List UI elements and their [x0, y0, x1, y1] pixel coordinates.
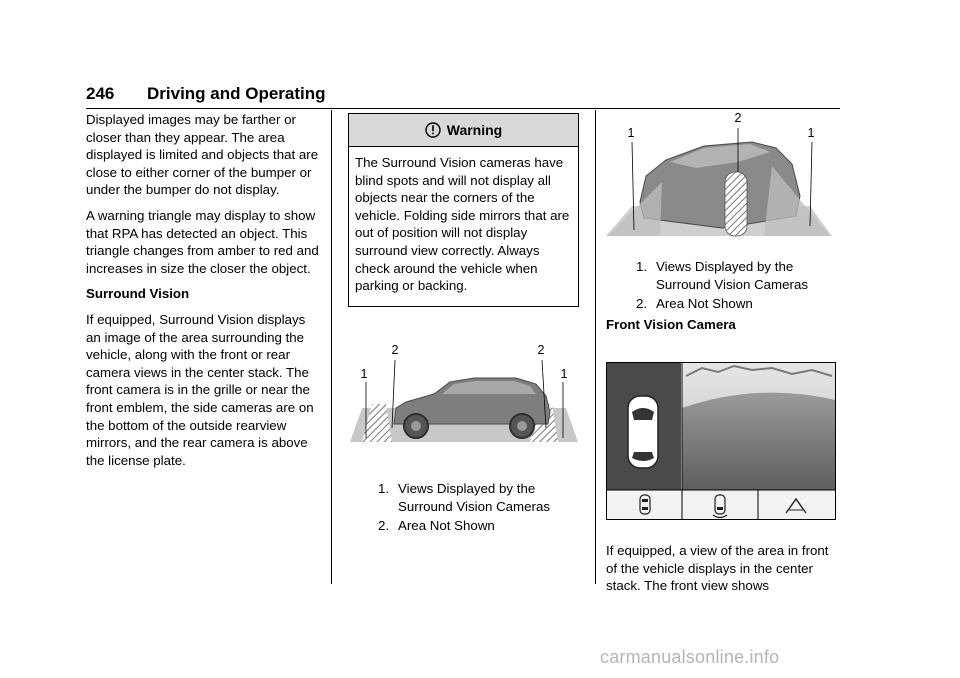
watermark: carmanualsonline.info [600, 647, 780, 667]
section-title: Driving and Operating [147, 84, 326, 103]
paragraph-surround-vision: If equipped, Surround Vision displays an image of the area surrounding the vehicle, along with the front or rear camera views in the center stack. The front camera is in the grille or near the front emblem, the side cameras are on the bottom of the outside rearview mirrors, and the rear camera is above the license plate. [86, 311, 314, 468]
warning-body: The Surround Vision cameras have blind spots and will not display all objects near the corners of the vehicle. Folding side mirrors that are out of position will not display surround view correctly. Always check around the vehicle when parking or backing. [355, 155, 570, 294]
caption-item-1: 1. Views Displayed by the [636, 259, 794, 274]
callout-2-right: 2 [537, 343, 545, 357]
column-one [86, 111, 322, 477]
callout-1-right: 1 [807, 126, 815, 140]
hatched-cylinder-front [725, 172, 747, 236]
warning-icon [425, 122, 441, 138]
callout-1-left: 1 [627, 126, 635, 140]
figure-front-camera-display [606, 362, 836, 520]
callout-2-left: 2 [391, 343, 399, 357]
camera-ground [682, 393, 835, 490]
page-header [86, 82, 840, 109]
paragraph-warning-triangle: A warning triangle may display to show that RPA has detected an object. This triangle changes from amber to red and increases in size the closer the object. [86, 207, 319, 276]
subheading-front-vision-camera: Front Vision Camera [606, 317, 736, 332]
hub-rear [517, 421, 527, 431]
caption-item-1-cont: Surround Vision Cameras [656, 276, 809, 292]
subheading-surround-vision: Surround Vision [86, 286, 190, 302]
page-number: 246 [86, 84, 115, 103]
caption-item-2: 2. Area Not Shown [378, 518, 495, 534]
column-divider-left [331, 110, 332, 584]
callout-1-left: 1 [360, 367, 368, 381]
figure-side-view [346, 338, 582, 448]
callout-1-right: 1 [560, 367, 568, 381]
view-cone-right [764, 166, 830, 236]
hub-front [411, 421, 421, 431]
figure-front-view [604, 112, 836, 246]
caption-item-1-cont: Surround Vision Cameras [398, 498, 551, 514]
column-divider-right [595, 110, 596, 584]
paragraph-front-vision: If equipped, a view of the area in front of the vehicle displays in the center stack. The front view shows [606, 543, 829, 594]
caption-item-1: 1. Views Displayed by the [378, 481, 536, 496]
paragraph-displayed-images: Displayed images may be farther or closer than they appear. The area displayed is limited and objects that are close to either corner of the bumper or under the bumper do not display. [86, 112, 319, 198]
button-bar [607, 490, 835, 519]
callout-2: 2 [734, 112, 742, 125]
caption-item-2: 2. Area Not Shown [636, 296, 753, 312]
caption-side-view [378, 480, 578, 535]
warning-box [348, 113, 579, 307]
warning-header [349, 114, 578, 147]
caption-front-view [636, 258, 836, 313]
warning-title: Warning [446, 122, 503, 138]
